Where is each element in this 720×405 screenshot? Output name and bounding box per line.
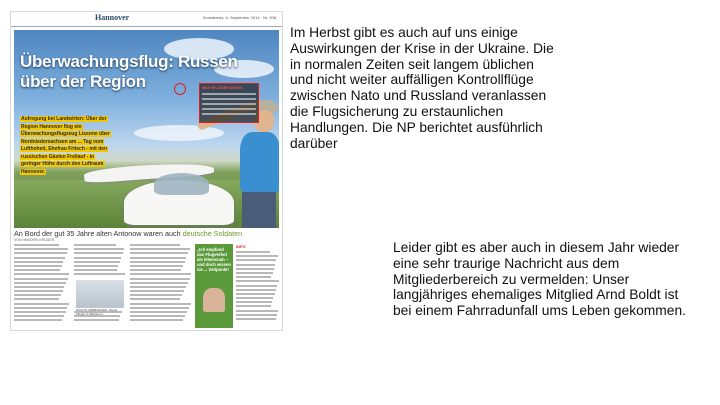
text-line <box>130 319 183 321</box>
text-line <box>202 103 256 105</box>
text-line <box>130 257 186 259</box>
text-line <box>74 265 118 267</box>
text-line <box>236 305 271 307</box>
text-line <box>14 294 61 296</box>
info-column <box>236 244 279 322</box>
lead-text: Aufregung bei Landwirten: Über der Region Hannover flog ein Überwachungsflugzeug Lissone über Nordniedersachsen am ... Tag vom Lufthoheit, Ehefrau Fritsch - mit den russischen Gästen Freilauf - in geringer Höhe durch den Luftraum Hannover. <box>21 116 110 175</box>
article-byline: VON HENDRIK KRÜGER <box>14 238 55 242</box>
text-line <box>14 244 59 246</box>
article-lead <box>20 116 112 176</box>
text-line <box>236 301 272 303</box>
subheadline-highlight: deutsche Soldaten <box>182 229 243 238</box>
quote-portrait <box>203 288 225 312</box>
text-line <box>14 257 65 259</box>
inset-photo-caption: NICHTS VERBORGEN: Dieser Flieger in Manövern... <box>76 308 118 316</box>
text-line <box>74 269 117 271</box>
cloud <box>134 125 224 141</box>
subheadline-text: An Bord der gut 35 Jahre alten Antonow waren auch <box>14 229 183 238</box>
text-line <box>130 244 180 246</box>
text-line <box>202 113 256 115</box>
text-line <box>236 297 273 299</box>
text-line <box>14 265 62 267</box>
body-column <box>130 244 192 324</box>
text-line <box>130 294 182 296</box>
slide-text-autumn: Im Herbst gibt es auch auf uns einige Auswirkungen der Krise in der Ukraine. Die in normalen Zeiten seit langem üblichen und nicht weiter auffälligen Kontrollflüge zwischen Nato und Russland veranlassen die Flugsicherung zu erstaunlichen Handlungen. Die NP berichtet ausführlich darüber <box>290 25 554 151</box>
text-line <box>74 248 124 250</box>
text-line <box>74 261 120 263</box>
text-line <box>130 248 190 250</box>
text-line <box>236 255 278 257</box>
text-line <box>130 286 186 288</box>
masthead-title: Hannover <box>95 13 130 22</box>
aircraft-inset-photo <box>76 280 124 308</box>
newspaper-masthead <box>11 12 282 27</box>
text-line <box>130 282 188 284</box>
text-line <box>236 264 275 266</box>
text-line <box>14 290 63 292</box>
text-line <box>202 93 256 95</box>
text-line <box>14 298 59 300</box>
text-line <box>14 269 60 271</box>
text-line <box>236 259 276 261</box>
text-line <box>14 286 64 288</box>
quote-box <box>195 244 233 328</box>
text-line <box>202 98 256 100</box>
text-line <box>130 298 180 300</box>
text-line <box>74 319 119 321</box>
masthead-date: Sonnabend, 6. September 2014 · Nr. 208 <box>202 15 276 20</box>
text-line <box>130 261 185 263</box>
text-line <box>130 307 189 309</box>
text-line <box>130 269 181 271</box>
newspaper-clipping <box>11 12 282 330</box>
legs <box>242 192 276 228</box>
text-line <box>236 276 271 278</box>
text-line <box>236 293 275 295</box>
torso <box>240 132 279 192</box>
text-line <box>130 273 191 275</box>
text-line <box>74 252 123 254</box>
text-line <box>236 318 276 320</box>
text-line <box>130 311 187 313</box>
text-line <box>130 278 190 280</box>
article-photo <box>14 30 279 228</box>
headline-line-1: Überwachungsflug: Russen <box>20 52 238 71</box>
text-line <box>14 307 67 309</box>
text-line <box>14 315 64 317</box>
text-line <box>202 108 256 110</box>
text-line <box>14 282 66 284</box>
text-line <box>130 252 188 254</box>
text-line <box>130 303 191 305</box>
text-line <box>236 310 278 312</box>
quote-text: „Ich empfand das Flugverbot als lebensnah – und doch wissen sie ... Zeitpunkt! <box>197 247 231 272</box>
info-box-title: WAS NP-LESER SAHEN <box>202 86 242 90</box>
glider-canopy <box>154 173 209 195</box>
text-line <box>14 252 67 254</box>
text-line <box>236 272 273 274</box>
text-line <box>130 290 184 292</box>
text-line <box>74 273 125 275</box>
text-line <box>14 311 66 313</box>
body-column <box>14 244 70 324</box>
photo-info-box <box>199 83 259 123</box>
text-line <box>74 257 121 259</box>
text-line <box>14 248 68 250</box>
text-line <box>236 314 277 316</box>
text-line <box>236 289 276 291</box>
text-line <box>14 261 63 263</box>
info-column-label: INFO <box>236 244 246 249</box>
headline-line-2: über der Region <box>20 72 146 91</box>
text-line <box>14 303 69 305</box>
text-line <box>14 278 68 280</box>
text-line <box>14 319 62 321</box>
article-body-columns <box>14 244 279 328</box>
text-line <box>130 315 185 317</box>
text-line <box>236 251 270 253</box>
text-line <box>14 273 69 275</box>
text-line <box>130 265 183 267</box>
text-line <box>74 244 116 246</box>
slide-text-obituary: Leider gibt es aber auch in diesem Jahr wieder eine sehr traurige Nachricht aus dem Mitgliederbereich zu vermelden: Unser langjähriges ehemaliges Mitglied Arnd Boldt ist bei einem Fahrradunfall ums Leben gekommen. <box>393 240 686 319</box>
article-subheadline <box>14 229 242 238</box>
text-line <box>236 280 279 282</box>
text-line <box>236 268 274 270</box>
plane-marker-circle <box>174 83 186 95</box>
text-line <box>236 285 277 287</box>
